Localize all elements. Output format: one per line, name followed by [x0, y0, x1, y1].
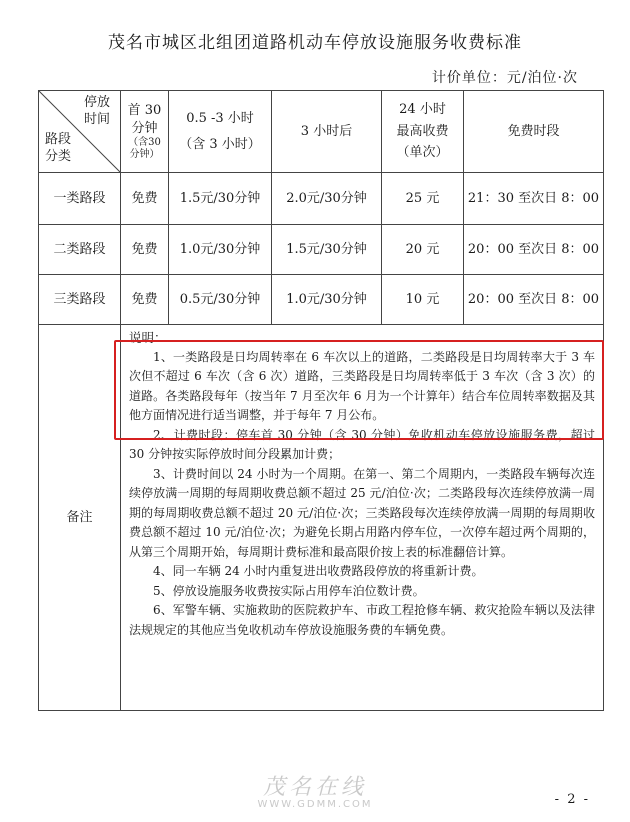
watermark-url: WWW.GDMM.COM	[257, 799, 373, 810]
watermark-logo: 茂名在线	[262, 775, 367, 800]
row-mid: 0.5元/30分钟	[169, 275, 272, 325]
table-row	[39, 173, 604, 225]
watermark	[0, 770, 630, 810]
row-free: 20：00 至次日 8：00	[464, 225, 604, 275]
row-after3: 1.5元/30分钟	[272, 225, 382, 275]
note-item: 4、同一车辆 24 小时内重复进出收费路段停放的将重新计费。	[153, 564, 484, 578]
row-max: 20 元	[382, 225, 464, 275]
row-max: 25 元	[382, 173, 464, 225]
note-item: 2、计费时段：停车首 30 分钟（含 30 分钟）免收机动车停放设施服务费，超过 30 分钟按实际停放时间分段累加计费；	[129, 427, 595, 461]
row-mid: 1.0元/30分钟	[169, 225, 272, 275]
notes-heading: 说明：	[129, 330, 167, 345]
note-item: 1、一类路段是日均周转率在 6 车次以上的道路，二类路段是日均周转率大于 3 车次但不超过 6 车次（含 6 次）道路，三类路段是日均周转率低于 3 车次（含 3 次）的道路。各类路段每年（按当年 7 月至次年 6 月为一个计算年）结合车位周转率数据及其他方面情况进行适当调整，并于每年 7 月公布。	[129, 349, 595, 422]
notes-content	[121, 325, 604, 711]
row-max: 10 元	[382, 275, 464, 325]
header-max24: 24 小时 最高收费 （单次）	[382, 91, 464, 173]
fee-table	[38, 90, 604, 711]
row-free: 21：30 至次日 8：00	[464, 173, 604, 225]
row-after3: 1.0元/30分钟	[272, 275, 382, 325]
page-number: - 2 -	[554, 792, 590, 807]
diag-top-label: 停放 时间	[83, 95, 110, 127]
header-mid: 0.5 -3 小时 （含 3 小时）	[169, 91, 272, 173]
note-item: 6、军警车辆、实施救助的医院救护车、市政工程抢修车辆、救灾抢险车辆以及法律法规规定的其他应当免收机动车停放设施服务费的车辆免费。	[129, 603, 595, 637]
header-after3: 3 小时后	[272, 91, 382, 173]
document-title: 茂名市城区北组团道路机动车停放设施服务收费标准	[108, 33, 522, 53]
diagonal-header-cell	[39, 91, 121, 173]
note-item: 5、停放设施服务收费按实际占用停车泊位数计费。	[153, 583, 425, 598]
table-row	[39, 275, 604, 325]
row-free: 20：00 至次日 8：00	[464, 275, 604, 325]
row-category: 三类路段	[39, 275, 121, 325]
row-after3: 2.0元/30分钟	[272, 173, 382, 225]
notes-row	[39, 325, 604, 711]
row-category: 二类路段	[39, 225, 121, 275]
row-mid: 1.5元/30分钟	[169, 173, 272, 225]
notes-label: 备注	[39, 325, 121, 711]
header-first30: 首 30 分钟 （含30 分钟）	[121, 91, 169, 173]
table-row	[39, 225, 604, 275]
row-first30: 免费	[121, 173, 169, 225]
row-first30: 免费	[121, 225, 169, 275]
header-free: 免费时段	[464, 91, 604, 173]
row-category: 一类路段	[39, 173, 121, 225]
table-header-row	[39, 91, 604, 173]
note-item: 3、计费时间以 24 小时为一个周期。在第一、第二个周期内，一类路段车辆每次连续停放满一周期的每周期收费总额不超过 25 元/泊位·次；二类路段每次连续停放满一周期的每周期收费总额不超过 20 元/泊位·次；三类路段每次连续停放满一周期的每周期收费总额不超过 10 元/泊位·次；为避免长期占用路内停车位，一次停车超过两个周期的，从第三个周期开始，每周期计费标准和最高限价按上表的标准翻倍计算。	[129, 466, 595, 559]
pricing-unit: 计价单位：元/泊位·次	[431, 70, 578, 86]
diag-bottom-label: 路段 分类	[45, 132, 72, 165]
row-first30: 免费	[121, 275, 169, 325]
